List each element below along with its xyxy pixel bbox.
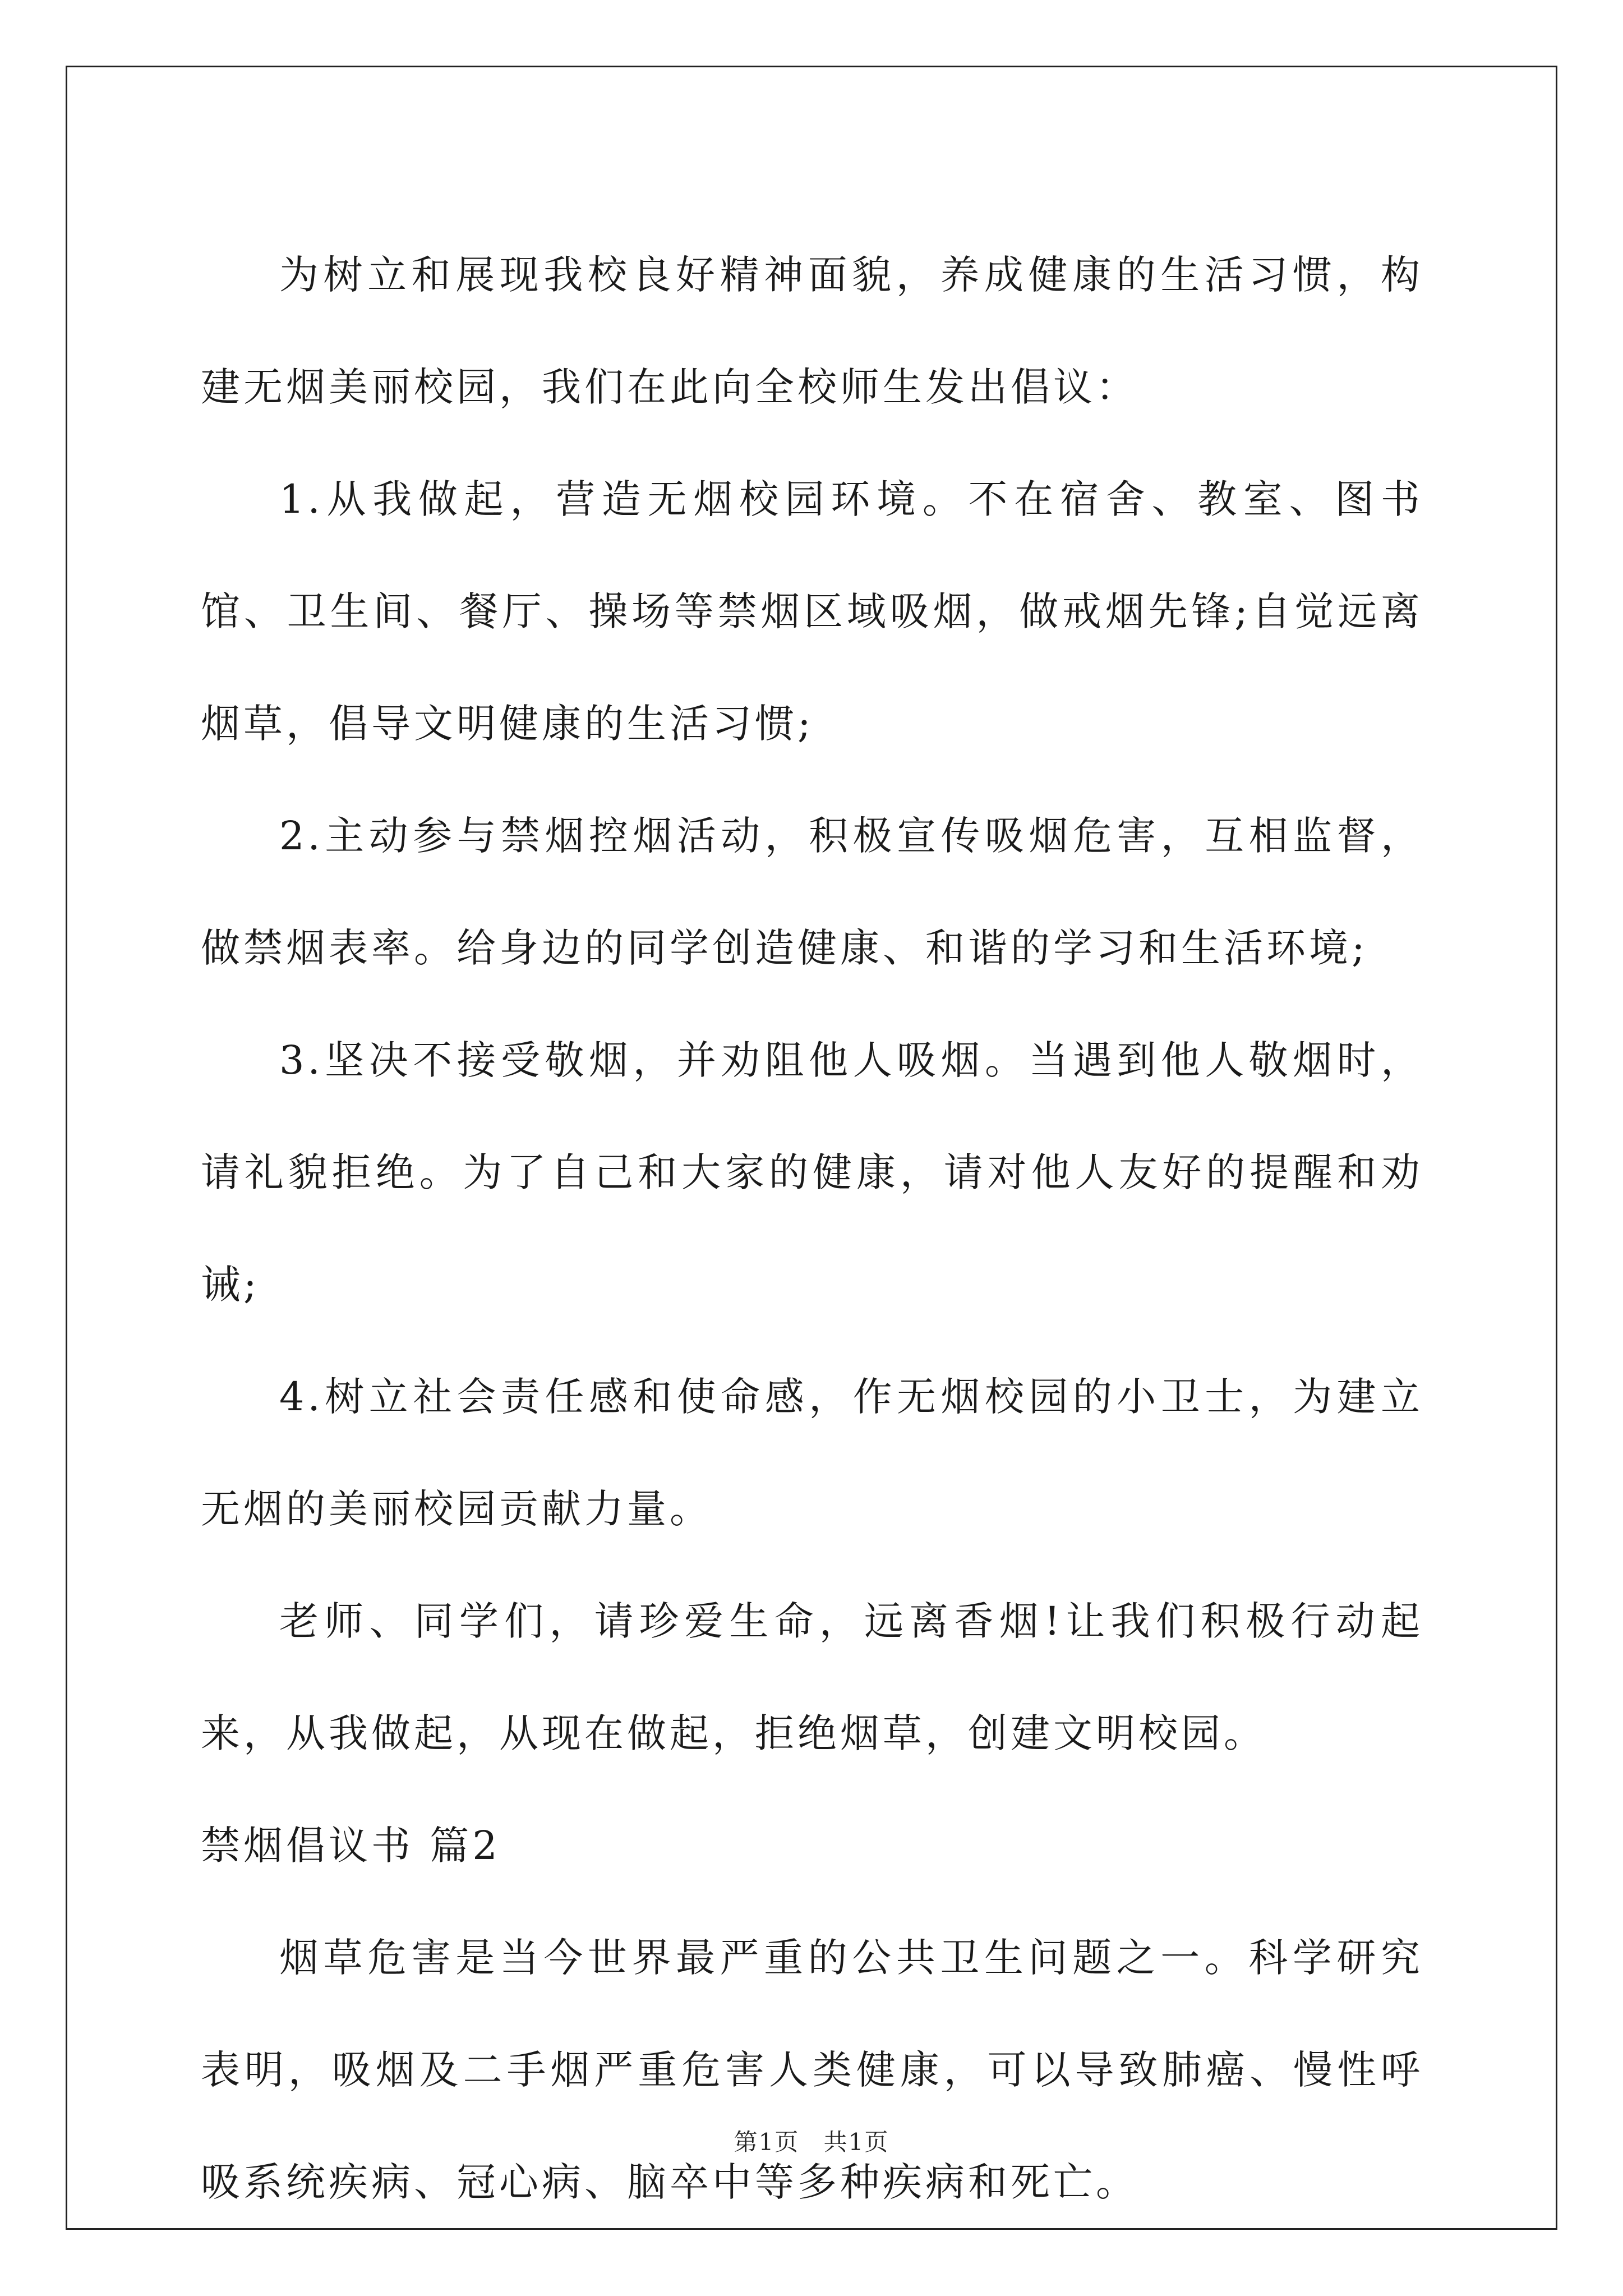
paragraph-item-2: 2.主动参与禁烟控烟活动，积极宣传吸烟危害，互相监督，做禁烟表率。给身边的同学创造健康、和谐的学习和生活环境;	[201, 813, 1423, 971]
paragraph-closing: 老师、同学们，请珍爱生命，远离香烟!让我们积极行动起来，从我做起，从现在做起，拒绝烟草，创建文明校园。	[201, 1598, 1423, 1756]
paragraph-section-2: 烟草危害是当今世界最严重的公共卫生问题之一。科学研究表明，吸烟及二手烟严重危害人类健康，可以导致肺癌、慢性呼吸系统疾病、冠心病、脑卒中等多种疾病和死亡。	[201, 1935, 1423, 2205]
paragraph-item-4: 4.树立社会责任感和使命感，作无烟校园的小卫士，为建立无烟的美丽校园贡献力量。	[201, 1374, 1423, 1532]
paragraph-item-1: 1.从我做起，营造无烟校园环境。不在宿舍、教室、图书馆、卫生间、餐厅、操场等禁烟区域吸烟，做戒烟先锋;自觉远离烟草，倡导文明健康的生活习惯;	[201, 476, 1423, 747]
page-number: 第1页	[734, 2128, 800, 2156]
document-body	[201, 219, 1423, 2238]
paragraph-item-3: 3.坚决不接受敬烟，并劝阻他人吸烟。当遇到他人敬烟时，请礼貌拒绝。为了自己和大家的健康，请对他人友好的提醒和劝诫;	[201, 1037, 1423, 1308]
page-footer	[0, 2124, 1623, 2157]
page-total: 共1页	[823, 2128, 889, 2156]
section-title: 禁烟倡议书 篇2	[201, 1823, 501, 1869]
paragraph-intro: 为树立和展现我校良好精神面貌，养成健康的生活习惯，构建无烟美丽校园，我们在此向全校师生发出倡议：	[201, 252, 1423, 410]
